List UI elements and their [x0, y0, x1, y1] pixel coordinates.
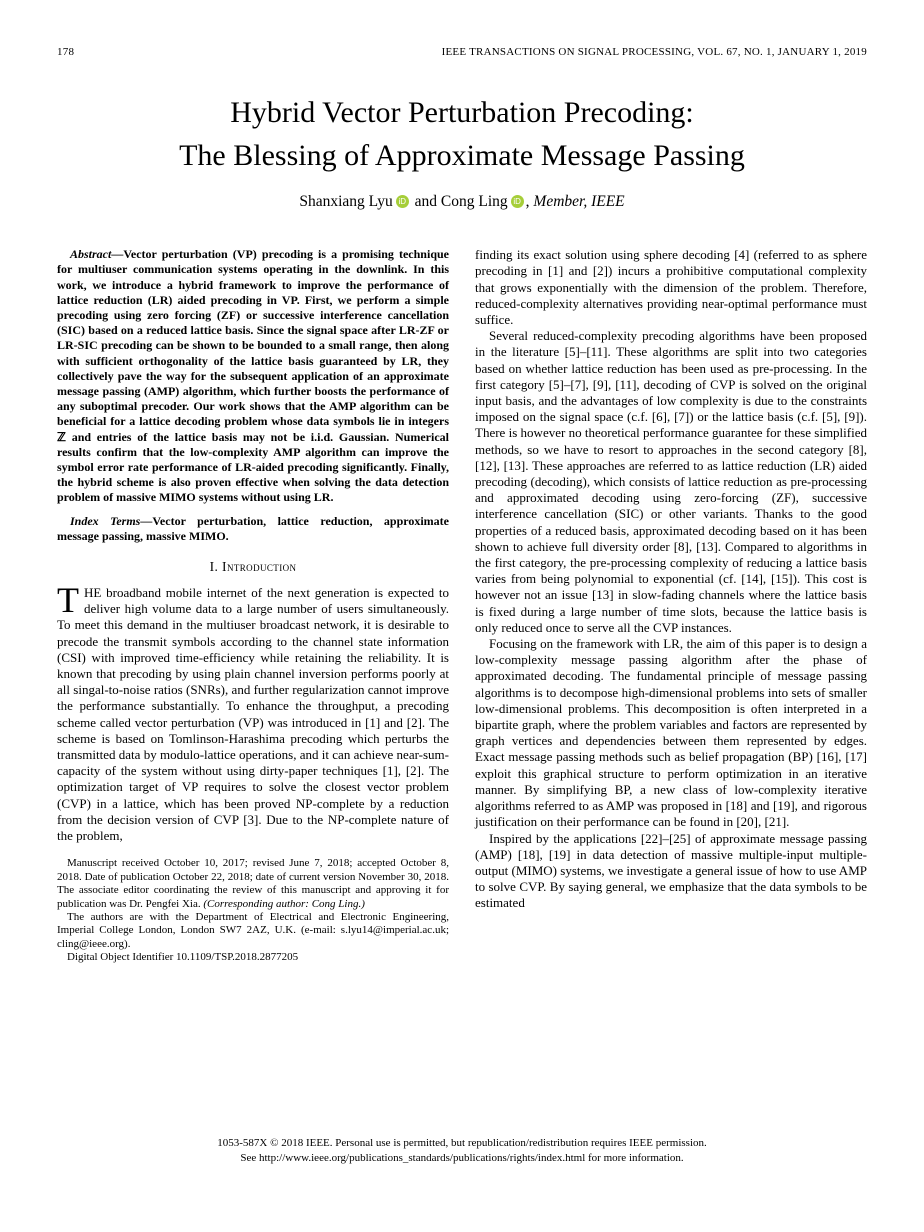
- first-page-footnotes: [57, 857, 449, 964]
- permissions-url-line: See http://www.ieee.org/publications_standards/publications/rights/index.html for more information.: [240, 1152, 684, 1164]
- paper-title-line-2: The Blessing of Approximate Message Passing: [179, 138, 745, 172]
- right-column: [475, 247, 867, 1127]
- author-1-name: Shanxiang Lyu: [299, 193, 393, 211]
- paragraph-related-work: Several reduced-complexity precoding algorithms have been proposed in the literature [5]–[11]. These algorithms are split into two categories based on whether lattice reduction has been used as pre-processing. In the first category [5]–[7], [9], [11], decoding of CVP is solved on the original input basis, and the advantages of low complexity is due to the constraints imposed on the signal space (c.f. [6], [7]) or the lattice basis (c.f. [5], [9]). There is however no theoretical performance guarantee for these simplified methods, so we have to resort to approaches in the second category [8], [12], [13]. These approaches are referred to as lattice reduction (LR) aided precoding (decoding), which consists of lattice reduction as pre-processing and approximated decoding using zero-forcing (ZF), successive interference cancellation (SIC) or other variants. Thanks to the good properties of a reduced basis, approximated decoding based on it has been shown to achieve full diversity order [8], [13]. Compared to algorithms in the first category, the pre-processing complexity of reducing a lattice basis varies from being polynomial to exponential (cf. [14], [15]). This cost is however not an issue [13] in slow-fading channels where the lattice basis is fixed during a large number of time slots, because the lattice basis is only reduced once to serve all the CVP instances.: [475, 328, 867, 635]
- index-terms-paragraph: [57, 514, 449, 544]
- copyright-line: 1053-587X © 2018 IEEE. Personal use is permitted, but republication/redistribution requires IEEE permission.: [217, 1137, 707, 1149]
- abstract-text: Vector perturbation (VP) precoding is a promising technique for multiuser communication systems operating in the downlink. In this work, we introduce a hybrid framework to improve the performance of lattice reduction (LR) aided precoding in VP. First, we perform a simple precoding using zero forcing (ZF) or successive interference cancellation (SIC) based on a reduced lattice basis. Since the signal space after LR-ZF or LR-SIC precoding can be shown to be bounded to a small range, then along with sufficient orthogonality of the lattice basis guaranteed by LR, they collectively pave the way for the subsequent application of an approximate message passing (AMP) algorithm, which further boosts the performance of any suboptimal precoder. Our work shows that the AMP algorithm can be beneficial for a lattice decoding problem whose data symbols lie in integers ℤ and entries of the lattice basis may not be i.i.d. Gaussian. Numerical results confirm that the low-complexity AMP algorithm can improve the symbol error rate performance of LR-aided precoding significantly. Finally, the hybrid scheme is also proven effective when solving the data detection problem of massive MIMO systems without using LR.: [57, 247, 449, 505]
- author-suffix-comma: ,: [525, 193, 534, 211]
- two-column-body: [57, 247, 867, 1127]
- left-column: [57, 247, 449, 1127]
- intro-paragraph: [57, 580, 449, 844]
- footnote-manuscript-text: Manuscript received October 10, 2017; revised June 7, 2018; accepted October 8, 2018. Date of publication October 22, 2018; date of current version November 30, 2018. The associate editor coordinating the review of this manuscript and approving it for publication was Dr. Pengfei Xia.: [57, 857, 449, 910]
- running-head: [57, 46, 867, 58]
- paragraph-inspiration: Inspired by the applications [22]–[25] of approximate message passing (AMP) [18], [19] in data detection of massive multiple-input multiple-output (MIMO) systems, we investigate a general issue of how to use AMP to solve CVP. By saying general, we emphasize that the data symbols to be estimated: [475, 830, 867, 911]
- drop-cap: T: [57, 580, 79, 621]
- paper-title-line-1: Hybrid Vector Perturbation Precoding:: [230, 96, 694, 129]
- corresponding-author-note: (Corresponding author: Cong Ling.): [203, 897, 365, 910]
- footnote-affiliation: The authors are with the Department of Electrical and Electronic Engineering, Imperial College London, London SW7 2AZ, U.K. (e-mail: s.lyu14@imperial.ac.uk; cling@ieee.org).: [57, 910, 449, 950]
- page-number: 178: [57, 46, 75, 58]
- authors-conjunction: and: [410, 193, 441, 211]
- authors-line: [57, 193, 867, 211]
- footnote-manuscript: [57, 857, 449, 911]
- paragraph-framework: Focusing on the framework with LR, the aim of this paper is to design a low-complexity message passing algorithm after the phase of approximated decoding. The fundamental principle of message passing algorithms is to decompose high-dimensional problems into sets of smaller low-dimensional problems. This decomposition is often interpreted in a bipartite graph, where the problem variables and factors are represented by graph vertices and dependencies between them represented by edges. Exact message passing methods such as belief propagation (BP) [16], [17] exploit this graphical structure to perform optimization in an iterative manner. By simplifying BP, a new class of low-complexity iterative algorithms referred to as AMP was proposed in [18] and [19], and rigorous justification on their performance can be found in [20], [21].: [475, 636, 867, 830]
- abstract-paragraph: [57, 247, 449, 505]
- journal-name: IEEE TRANSACTIONS ON SIGNAL PROCESSING, VOL. 67, NO. 1, JANUARY 1, 2019: [441, 46, 867, 58]
- footnote-doi: Digital Object Identifier 10.1109/TSP.2018.2877205: [67, 951, 299, 964]
- paper-title: [57, 92, 867, 177]
- copyright-footer: [57, 1136, 867, 1166]
- orcid-icon: iD: [511, 195, 524, 208]
- author-membership: Member, IEEE: [533, 193, 625, 211]
- index-terms-label: Index Terms—: [70, 513, 153, 528]
- index-terms-text: Vector perturbation, lattice reduction, approximate message passing, massive MIMO.: [57, 513, 450, 543]
- abstract-label: Abstract—: [70, 247, 124, 262]
- paragraph-continuation: finding its exact solution using sphere decoding [4] (referred to as sphere precoding in [1] and [2]) incurs a prohibitive computational complexity that grows exponentially with the dimension of the problem. Therefore, reduced-complexity alternatives providing near-optimal performance must suffice.: [475, 247, 867, 327]
- intro-paragraph-text: HE broadband mobile internet of the next generation is expected to deliver high volume data to a large number of users simultaneously. To meet this demand in the multiuser broadcast network, it is desirable to precode the transmit symbols according to the channel state information (CSI) with improved time-efficiency while retaining the reliability. It is known that precoding by using plain channel inversion performs poorly at all singal-to-noise ratios (SNRs), and further regularization cannot improve the performance substantially. To enhance the throughput, a precoding scheme called vector perturbation (VP) was introduced in [1] and [2]. The scheme is based on Tomlinson-Harashima precoding which perturbs the transmitted data by modulo-lattice operations, and it can achieve near-sum-capacity of the system without using dirty-paper techniques [1], [2]. The optimization target of VP requires to solve the closest vector problem (CVP) in a lattice, which has been proved NP-complete by a reduction from the decision version of CVP [3]. Due to the NP-complete nature of the problem,: [57, 585, 449, 844]
- author-2-name: Cong Ling: [440, 193, 508, 211]
- orcid-icon: iD: [396, 195, 409, 208]
- section-heading-introduction: I. Introduction: [209, 559, 297, 575]
